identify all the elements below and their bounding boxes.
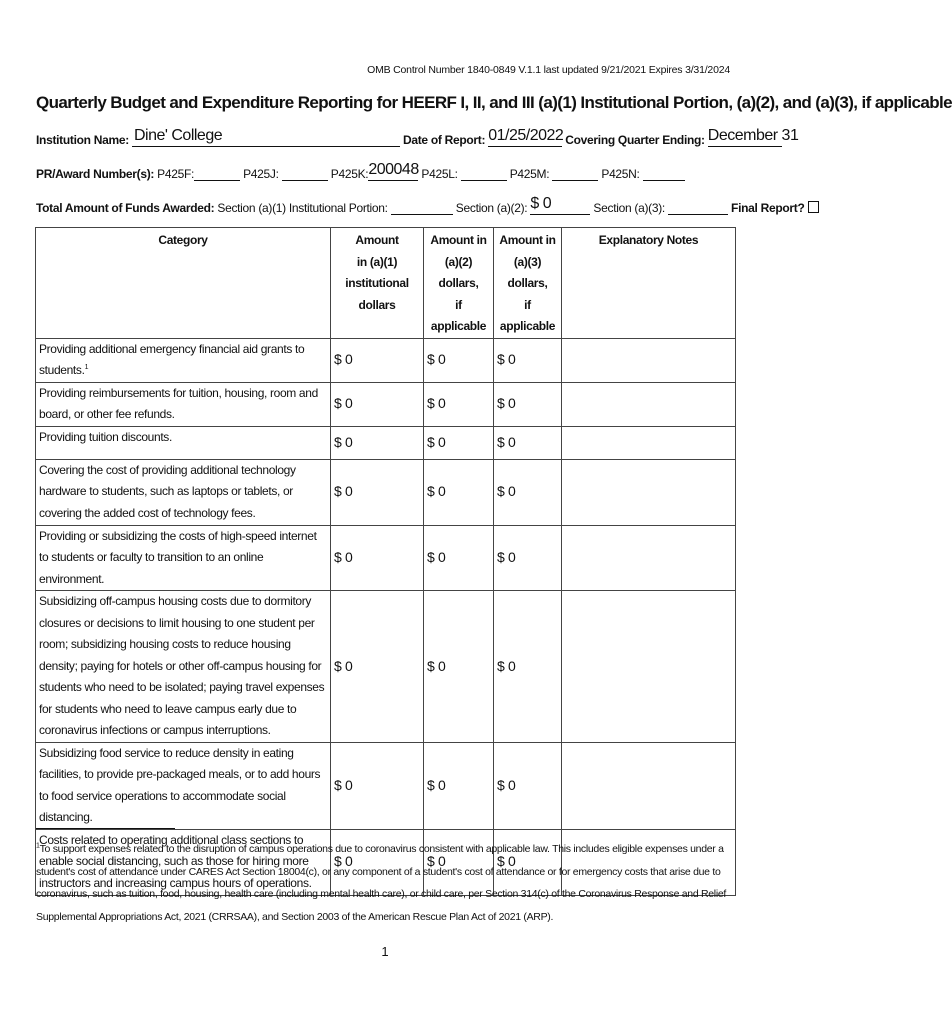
final-report-checkbox[interactable] (808, 201, 819, 213)
a2-amount-cell[interactable]: $ 0 (424, 459, 494, 525)
section-a2-value: $ 0 (530, 195, 552, 212)
p425j-label: P425J: (243, 167, 279, 181)
p425f-field[interactable] (194, 168, 240, 181)
p425k-field[interactable] (368, 161, 419, 181)
date-value: 01/25/2022 (488, 127, 564, 144)
notes-cell[interactable] (562, 426, 736, 459)
quarter-value: December 31 (707, 127, 799, 144)
a2-amount-cell[interactable]: $ 0 (424, 742, 494, 829)
table-row (36, 382, 736, 426)
a3-amount-cell[interactable]: $ 0 (494, 382, 562, 426)
category-cell: Providing tuition discounts. (36, 426, 331, 459)
footnote-mark: 1 (36, 842, 40, 850)
a1-amount-cell[interactable]: $ 0 (331, 829, 424, 895)
col-header-a3 (494, 228, 562, 339)
a2-amount-cell[interactable]: $ 0 (424, 382, 494, 426)
page-number: 1 (381, 944, 389, 959)
a1-amount-cell[interactable]: $ 0 (331, 338, 424, 382)
col-header-a2 (424, 228, 494, 339)
award-number-row (36, 161, 685, 181)
notes-cell[interactable] (562, 742, 736, 829)
p425k-value: 200048 (368, 161, 419, 178)
col-header-a1 (331, 228, 424, 339)
a3-amount-cell[interactable]: $ 0 (494, 426, 562, 459)
category-cell (36, 338, 331, 382)
total-funds-label: Total Amount of Funds Awarded: (36, 201, 215, 215)
a1-amount-cell[interactable]: $ 0 (331, 459, 424, 525)
section-a3-field[interactable] (668, 202, 728, 215)
col-header-a3-line3: if applicable (499, 297, 556, 333)
notes-cell[interactable] (562, 525, 736, 591)
table-row (36, 742, 736, 829)
a3-amount-cell[interactable]: $ 0 (494, 591, 562, 743)
p425l-field[interactable] (461, 168, 507, 181)
col-header-a3-line1: Amount in (499, 233, 556, 247)
quarter-field[interactable] (707, 127, 799, 147)
a1-amount-cell[interactable]: $ 0 (331, 525, 424, 591)
section-a1-field[interactable] (391, 202, 453, 215)
a3-amount-cell[interactable]: $ 0 (494, 829, 562, 895)
section-a1-label: Section (a)(1) Institutional Portion: (217, 201, 388, 215)
category-cell: Subsidizing off-campus housing costs due to dormitory closures or decisions to limit housing to one student per room; subsidizing housing costs to reduce housing density; paying for hotels or other off-campus housing for students who need to be isolated; paying travel expenses for students who need to leave campus early due to coronavirus infections or campus interruptions. (36, 591, 331, 743)
notes-cell[interactable] (562, 338, 736, 382)
a2-amount-cell[interactable]: $ 0 (424, 829, 494, 895)
col-header-a1-line1: Amount (355, 233, 399, 247)
a3-amount-cell[interactable]: $ 0 (494, 338, 562, 382)
expenditure-table (35, 227, 736, 896)
footnote-ref: 1 (84, 364, 89, 371)
a2-amount-cell[interactable]: $ 0 (424, 591, 494, 743)
table-header-row (36, 228, 736, 339)
table-row (36, 459, 736, 525)
a2-amount-cell[interactable]: $ 0 (424, 338, 494, 382)
footnote (36, 838, 741, 928)
a3-amount-cell[interactable]: $ 0 (494, 459, 562, 525)
col-header-notes: Explanatory Notes (562, 228, 736, 339)
page-title: Quarterly Budget and Expenditure Reporting for HEERF I, II, and III (a)(1) Institutional Portion, (a)(2), and (a)(3), if applicable (36, 93, 952, 112)
section-a2-label: Section (a)(2): (455, 201, 528, 215)
section-a2-field[interactable] (530, 195, 590, 215)
date-field[interactable] (488, 127, 564, 147)
final-report-label: Final Report? (731, 201, 805, 215)
footnote-divider (36, 828, 175, 829)
pr-award-label: PR/Award Number(s): (36, 167, 155, 181)
col-header-a2-line3: if applicable (430, 297, 487, 333)
p425n-field[interactable] (643, 168, 685, 181)
p425k-label: P425K: (330, 167, 369, 181)
section-a3-label: Section (a)(3): (593, 201, 665, 215)
col-header-a1-line3: institutional dollars (345, 276, 409, 312)
a1-amount-cell[interactable]: $ 0 (331, 382, 424, 426)
category-cell: Covering the cost of providing additional technology hardware to students, such as laptops or tablets, or covering the added cost of technology fees. (36, 459, 331, 525)
a3-amount-cell[interactable]: $ 0 (494, 742, 562, 829)
p425j-field[interactable] (282, 168, 328, 181)
col-header-a2-line2: (a)(2) dollars, (438, 254, 479, 290)
p425l-label: P425L: (421, 167, 458, 181)
a3-amount-cell[interactable]: $ 0 (494, 525, 562, 591)
col-header-a1-line2: in (a)(1) (356, 254, 398, 269)
institution-row (36, 127, 799, 147)
category-cell: Providing reimbursements for tuition, housing, room and board, or other fee refunds. (36, 382, 331, 426)
category-cell: Providing or subsidizing the costs of high-speed internet to students or faculty to transition to an online environment. (36, 525, 331, 591)
a1-amount-cell[interactable]: $ 0 (331, 591, 424, 743)
p425m-label: P425M: (509, 167, 550, 181)
table-row (36, 426, 736, 459)
a1-amount-cell[interactable]: $ 0 (331, 426, 424, 459)
category-text: Providing additional emergency financial aid grants to students. (39, 341, 305, 377)
col-header-a3-line2: (a)(3) dollars, (507, 254, 548, 290)
notes-cell[interactable] (562, 459, 736, 525)
quarter-label: Covering Quarter Ending: (565, 133, 705, 147)
a2-amount-cell[interactable]: $ 0 (424, 525, 494, 591)
institution-label: Institution Name: (36, 133, 129, 147)
table-row (36, 525, 736, 591)
institution-name-value: Dine' College (133, 127, 223, 144)
a2-amount-cell[interactable]: $ 0 (424, 426, 494, 459)
a1-amount-cell[interactable]: $ 0 (331, 742, 424, 829)
col-header-category: Category (36, 228, 331, 339)
table-row (36, 338, 736, 382)
p425n-label: P425N: (601, 167, 640, 181)
category-cell: Subsidizing food service to reduce density in eating facilities, to provide pre-packaged meals, or to add hours to food service operations to accommodate social distancing. (36, 742, 331, 829)
notes-cell[interactable] (562, 591, 736, 743)
notes-cell[interactable] (562, 382, 736, 426)
total-funds-row (36, 195, 819, 215)
omb-control-number: OMB Control Number 1840-0849 V.1.1 last updated 9/21/2021 Expires 3/31/2024 (367, 64, 730, 76)
date-label: Date of Report: (403, 133, 486, 147)
institution-name-field[interactable] (132, 127, 400, 147)
p425m-field[interactable] (552, 168, 598, 181)
p425f-label: P425F: (157, 167, 195, 181)
col-header-a2-line1: Amount in (430, 233, 487, 247)
table-row (36, 591, 736, 743)
footnote-text: To support expenses related to the disruption of campus operations due to coronavirus consistent with applicable law. This includes eligible expenses under a student's cost of attendance under CARES Act Section 18004(c), or any component of a student's cost of attendance or for emergency costs that arise due to coronavirus, such as tuition, food, housing, health care (including mental health care), or child care, per Section 314(c) of the Coronavirus Response and Relief Supplemental Appropriations Act, 2021 (CRRSAA), and Section 2003 of the American Rescue Plan Act of 2021 (ARP). (36, 843, 727, 923)
category-cell: Costs related to operating additional class sections to enable social distancing, such as those for hiring more instructors and increasing campus hours of operations. (36, 829, 331, 895)
